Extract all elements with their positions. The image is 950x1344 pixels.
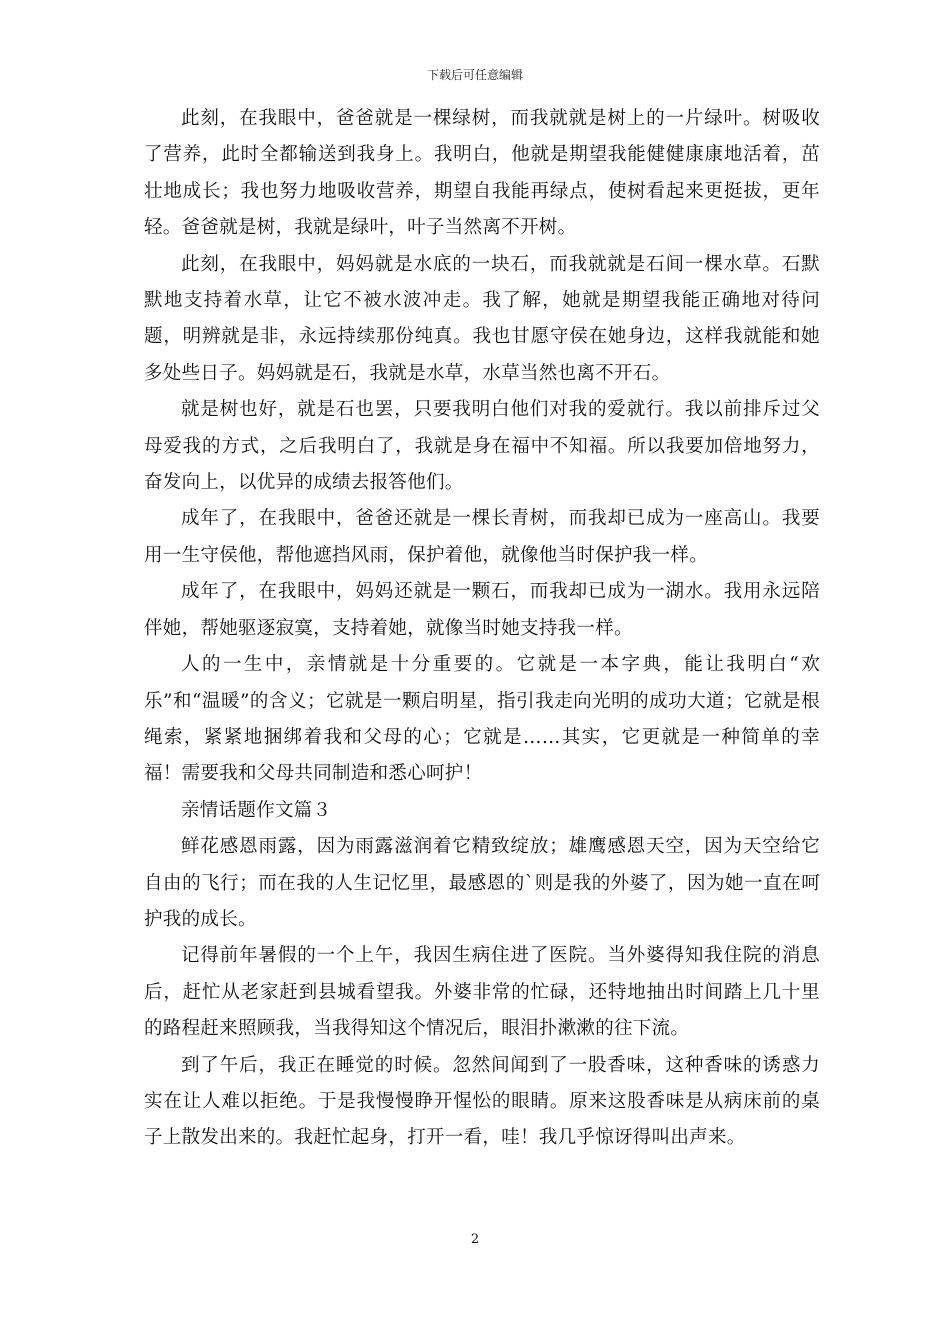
section-heading: 亲情话题作文篇３ (181, 799, 332, 821)
document-body (144, 101, 820, 1157)
paragraph: 鲜花感恩雨露，因为雨露滋润着它精致绽放；雄鹰感恩天空，因为天空给它自由的飞行；而在我的人生记忆里，最感恩的`则是我的外婆了，因为她一直在呵护我的成长。 (144, 836, 820, 930)
paragraph: 此刻，在我眼中，妈妈就是水底的一块石，而我就就是石间一棵水草。石默默地支持着水草，让它不被水波冲走。我了解，她就是期望我能正确地对待问题，明辨就是非，永远持续那份纯真。我也甘愿守侯在她身边，这样我就能和她多处些日子。妈妈就是石，我就是水草，水草当然也离不开石。 (144, 253, 820, 384)
paragraph: 此刻，在我眼中，爸爸就是一棵绿树，而我就就是树上的一片绿叶。树吸收了营养，此时全都输送到我身上。我明白，他就是期望我能健健康康地活着，茁壮地成长；我也努力地吸收营养，期望自我能再绿点，使树看起来更挺拔，更年轻。爸爸就是树，我就是绿叶，叶子当然离不开树。 (144, 108, 820, 239)
page-header: 下载后可任意编辑 (426, 68, 523, 82)
paragraph: 成年了，在我眼中，爸爸还就是一棵长青树，而我却已成为一座高山。我要用一生守侯他，帮他遮挡风雨，保护着他，就像他当时保护我一样。 (144, 508, 820, 566)
paragraph: 就是树也好，就是石也罢，只要我明白他们对我的爱就行。我以前排斥过父母爱我的方式，之后我明白了，我就是身在福中不知福。所以我要加倍地努力，奋发向上，以优异的成绩去报答他们。 (144, 399, 820, 494)
page-number: 2 (470, 1232, 480, 1247)
paragraph: 到了午后，我正在睡觉的时候。忽然间闻到了一股香味，这种香味的诱惑力实在让人难以拒绝。于是我慢慢睁开惺忪的眼睛。原来这股香味是从病床前的桌子上散发出来的。我赶忙起身，打开一看，哇！我几乎惊讶得叫出声来。 (144, 1054, 820, 1149)
paragraph: 记得前年暑假的一个上午，我因生病住进了医院。当外婆得知我住院的消息后，赶忙从老家赶到县城看望我。外婆非常的忙碌，还特地抽出时间踏上几十里的路程赶来照顾我，当我得知这个情况后，眼泪扑漱漱的往下流。 (144, 945, 820, 1040)
paragraph: 人的一生中，亲情就是十分重要的。它就是一本字典，能让我明白“欢乐”和“温暖”的含义；它就是一颗启明星，指引我走向光明的成功大道；它就是根绳索，紧紧地捆绑着我和父母的心；它就是……其实，它更就是一种简单的幸福！需要我和父母共同制造和悉心呵护！ (144, 654, 820, 785)
paragraph: 成年了，在我眼中，妈妈还就是一颗石，而我却已成为一湖水。我用永远陪伴她，帮她驱逐寂寞，支持着她，就像当时她支持我一样。 (144, 581, 820, 639)
